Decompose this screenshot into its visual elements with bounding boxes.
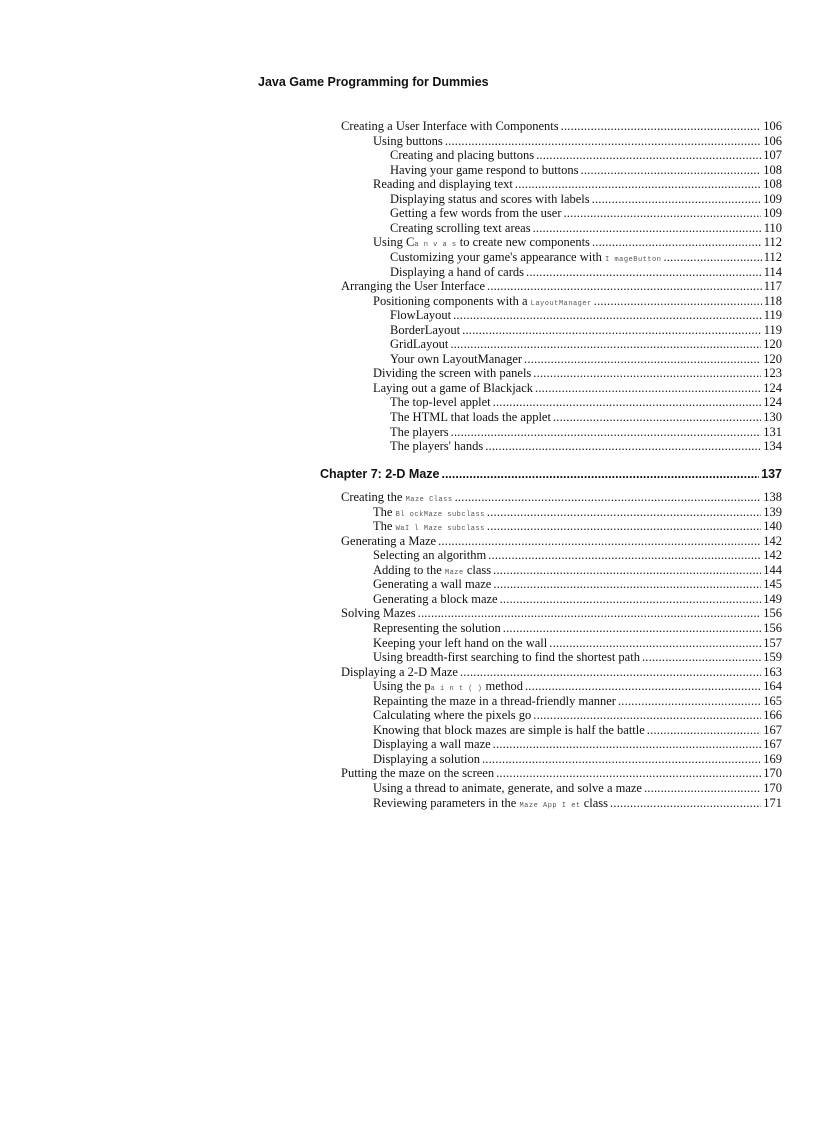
leader-dots — [493, 737, 762, 751]
leader-dots — [493, 577, 761, 591]
toc-entry-title: Reviewing parameters in the Maze App I et class — [373, 795, 609, 810]
toc-entry-page: 169 — [763, 751, 782, 766]
toc-entry — [373, 636, 782, 650]
toc-entry-page: 142 — [763, 548, 782, 563]
toc-entry-page: 156 — [763, 620, 782, 635]
leader-dots — [642, 650, 761, 664]
toc-entry-page: 108 — [763, 177, 782, 192]
toc-entry — [373, 548, 782, 562]
page-header: Java Game Programming for Dummies — [258, 75, 489, 89]
toc-entry-page: 123 — [763, 366, 782, 381]
leader-dots — [594, 294, 762, 308]
toc-entry — [373, 752, 782, 766]
toc-entry-page: 145 — [763, 577, 782, 592]
leader-dots — [526, 265, 762, 279]
toc-entry-title: The HTML that loads the applet — [390, 410, 551, 424]
leader-dots — [482, 752, 761, 766]
leader-dots — [453, 308, 762, 322]
code-term: Maze App I et — [519, 801, 581, 810]
toc-entry-title: Creating scrolling text areas — [390, 220, 531, 235]
toc-entry-title: Knowing that block mazes are simple is half the battle — [373, 722, 645, 737]
toc-entry-page: 119 — [763, 322, 782, 337]
leader-dots — [618, 694, 761, 708]
toc-entry — [390, 308, 782, 322]
toc-entry — [390, 192, 782, 206]
toc-entry — [373, 781, 782, 795]
toc-entry — [390, 163, 782, 177]
toc-entry — [373, 381, 782, 395]
leader-dots — [644, 781, 761, 795]
toc-entry-title: Using Ca n v a s to create new components — [373, 235, 590, 250]
toc-entry — [390, 265, 782, 279]
toc-entry-page: 159 — [763, 650, 782, 665]
leader-dots — [445, 134, 761, 148]
leader-dots — [563, 206, 761, 220]
toc-entry-title: Solving Mazes — [341, 606, 416, 621]
leader-dots — [455, 490, 762, 504]
toc-entry-page: 138 — [763, 490, 782, 504]
leader-dots — [536, 148, 761, 162]
leader-dots — [610, 796, 761, 810]
toc-entry — [373, 592, 782, 606]
code-term: WaI l Maze subclass — [395, 525, 485, 534]
toc-entry-page: 119 — [763, 308, 782, 323]
leader-dots — [549, 636, 761, 650]
toc-entry-page: 124 — [763, 380, 782, 395]
toc-entry-title: Customizing your game's appearance with I mageButton — [390, 249, 662, 264]
toc-entry-title: Your own LayoutManager — [390, 351, 523, 366]
toc-entry — [390, 221, 782, 235]
toc-entry-title: Reading and displaying text — [373, 177, 513, 192]
toc-entry — [373, 650, 782, 664]
toc-entry-title: Displaying a wall maze — [373, 737, 491, 752]
toc-entry-page: 139 — [763, 504, 782, 519]
toc-entry — [373, 134, 782, 148]
toc-entry-title: FlowLayout — [390, 308, 452, 323]
leader-dots — [451, 425, 762, 439]
toc-entry — [390, 425, 782, 439]
toc-entry-title: Adding to the Maze class — [373, 562, 492, 577]
toc-entry — [390, 410, 782, 424]
toc-entry — [373, 723, 782, 737]
toc-entry-page: 171 — [763, 795, 782, 810]
leader-dots — [500, 592, 762, 606]
leader-dots — [450, 337, 761, 351]
leader-dots — [493, 563, 761, 577]
toc-entry — [373, 694, 782, 708]
toc-entry — [373, 577, 782, 591]
toc-entry-page: 120 — [763, 337, 782, 352]
leader-dots — [438, 534, 761, 548]
leader-dots — [525, 679, 761, 693]
toc-entry-title: Repainting the maze in a thread-friendly manner — [373, 693, 616, 708]
leader-dots — [493, 395, 762, 409]
toc-entry-title: Generating a wall maze — [373, 577, 492, 592]
toc-entry-title: Creating and placing buttons — [390, 148, 535, 163]
toc-entry-page: 165 — [763, 693, 782, 708]
toc-entry-title: Laying out a game of Blackjack — [373, 380, 534, 395]
toc-entry-page: 130 — [763, 410, 782, 424]
toc-entry-title: Keeping your left hand on the wall — [373, 635, 548, 650]
toc-entry — [390, 206, 782, 220]
toc-entry — [373, 708, 782, 722]
toc-entry-page: 106 — [763, 133, 782, 148]
toc-entry-page: 112 — [763, 249, 782, 264]
leader-dots — [488, 548, 761, 562]
toc-entry-title: Displaying status and scores with labels — [390, 191, 590, 206]
toc-entry-title: Using the pa i n t ( ) method — [373, 679, 523, 694]
toc-entry-title: Generating a block maze — [373, 591, 498, 606]
toc-entry-page: 108 — [763, 162, 782, 177]
toc-entry — [390, 439, 782, 453]
toc-entry-title: Arranging the User Interface — [341, 279, 486, 294]
leader-dots — [533, 366, 761, 380]
toc-entry-title: Using buttons — [373, 133, 443, 148]
toc-entry-title: Generating a Maze — [341, 533, 437, 548]
toc-entry-title: Using breadth-first searching to find the shortest path — [373, 650, 640, 665]
toc-entry — [390, 352, 782, 366]
toc-entry-page: 110 — [763, 220, 782, 235]
toc-entry-title: Getting a few words from the user — [390, 206, 562, 221]
toc-entry — [373, 366, 782, 380]
code-term: Maze — [444, 568, 464, 577]
code-term: a n v a s — [414, 241, 457, 250]
toc-entry — [390, 337, 782, 351]
toc-entry — [390, 395, 782, 409]
toc-entry-page: 107 — [763, 148, 782, 163]
toc-entry-page: 156 — [763, 606, 782, 621]
leader-dots — [592, 235, 762, 249]
toc-entry-page: 106 — [763, 119, 782, 133]
leader-dots — [487, 279, 762, 293]
chapter-page: 137 — [761, 467, 782, 481]
leader-dots — [533, 708, 761, 722]
toc-entry-page: 131 — [763, 424, 782, 439]
toc-entry — [341, 665, 782, 679]
toc-entry-title: Creating the Maze Class — [341, 490, 453, 504]
toc-entry-title: Positioning components with a LayoutManager — [373, 293, 592, 308]
toc-entry-page: 144 — [763, 562, 782, 577]
toc-entry-title: GridLayout — [390, 337, 449, 352]
toc-entry-page: 166 — [763, 708, 782, 723]
toc-entry-page: 140 — [763, 519, 782, 534]
toc-entry-title: Selecting an algorithm — [373, 548, 487, 563]
code-term: a i n t ( ) — [430, 685, 483, 694]
leader-dots — [592, 192, 762, 206]
toc-entry — [390, 323, 782, 337]
leader-dots — [663, 250, 761, 264]
leader-dots — [561, 119, 762, 133]
toc-entry-title: The Bl ockMaze subclass — [373, 504, 485, 519]
leader-dots — [647, 723, 761, 737]
toc-entry-page: 170 — [763, 766, 782, 781]
leader-dots — [535, 381, 761, 395]
toc-entry-title: Dividing the screen with panels — [373, 366, 532, 381]
toc-entry-title: The WaI l Maze subclass — [373, 519, 485, 534]
leader-dots — [460, 665, 761, 679]
toc-entry — [373, 796, 782, 813]
toc-entry — [341, 766, 782, 780]
leader-dots — [503, 621, 761, 635]
leader-dots — [581, 163, 762, 177]
leader-dots — [533, 221, 762, 235]
toc-entry-title: Displaying a hand of cards — [390, 264, 524, 279]
toc-entry-page: 124 — [763, 395, 782, 410]
toc-entry — [373, 177, 782, 191]
leader-dots — [462, 323, 762, 337]
toc-entry — [341, 119, 782, 133]
toc-entry-title: The players — [390, 424, 449, 439]
toc-entry-page: 167 — [763, 737, 782, 752]
code-term: I mageButton — [605, 255, 662, 264]
toc-entry-title: Using a thread to animate, generate, and solve a maze — [373, 781, 642, 795]
toc-entry — [341, 534, 782, 548]
toc-entry-title: The top-level applet — [390, 395, 491, 410]
leader-dots — [418, 606, 762, 620]
toc-entry-title: Displaying a solution — [373, 751, 480, 766]
leader-dots — [524, 352, 761, 366]
toc-entry-title: The players' hands — [390, 439, 484, 454]
leader-dots — [553, 410, 761, 424]
toc-entry-title: BorderLayout — [390, 322, 461, 337]
toc-entry-title: Displaying a 2-D Maze — [341, 664, 458, 679]
leader-dots — [487, 505, 761, 519]
toc-entry-title: Putting the maze on the screen — [341, 766, 495, 781]
leader-dots — [496, 766, 761, 780]
leader-dots — [487, 519, 761, 533]
toc-entry-page: 117 — [763, 279, 782, 294]
toc-entry-title: Having your game respond to buttons — [390, 162, 579, 177]
toc-entry-page: 157 — [763, 635, 782, 650]
toc-entry-page: 163 — [763, 664, 782, 679]
toc-entry — [373, 737, 782, 751]
code-term: LayoutManager — [530, 299, 592, 308]
chapter-title: Chapter 7: 2-D Maze — [320, 467, 440, 481]
toc-entry-title: Calculating where the pixels go — [373, 708, 532, 723]
leader-dots — [485, 439, 761, 453]
toc-entry-page: 134 — [763, 439, 782, 454]
toc-entry-page: 109 — [763, 206, 782, 221]
toc-entry-page: 142 — [763, 533, 782, 548]
toc-entry-page: 120 — [763, 351, 782, 366]
toc-entry — [390, 148, 782, 162]
code-term: Bl ockMaze subclass — [395, 510, 485, 519]
toc-entry-page: 149 — [763, 591, 782, 606]
toc-entry-title: Representing the solution — [373, 620, 501, 635]
toc-entry-page: 114 — [763, 264, 782, 279]
toc-entry-page: 109 — [763, 191, 782, 206]
toc-entry-page: 167 — [763, 722, 782, 737]
code-term: Maze Class — [405, 496, 453, 504]
leader-dots — [515, 177, 761, 191]
toc-entry-page: 112 — [763, 235, 782, 250]
toc-entry-page: 170 — [763, 781, 782, 795]
toc-entry — [373, 621, 782, 635]
toc-entry-title: Creating a User Interface with Components — [341, 119, 559, 133]
toc-entry-page: 164 — [763, 679, 782, 694]
toc-entry — [341, 606, 782, 620]
toc-entry — [341, 279, 782, 293]
toc-entry-page: 118 — [763, 293, 782, 308]
